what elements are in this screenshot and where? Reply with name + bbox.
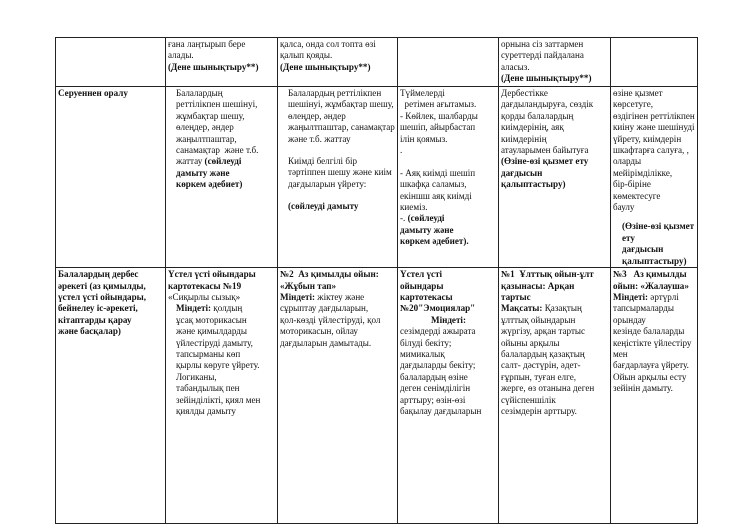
game-name: «Сиқырлы сызық»: [168, 291, 241, 302]
subject-tag: (сөйлеуді дамыту: [288, 201, 359, 212]
table-cell: [398, 87, 499, 268]
subject-tag: (Өзіне-өзі қызмет ету дағдысын қалыптастыру): [501, 156, 589, 190]
goal-text: жіктеу және сұрыптау дағдыларын, қол-көзді үйлестіруді, қол моторикасын, ойлау дағдыларын дамытады.: [280, 291, 381, 348]
subject-tag: (Дене шынықтыру**): [501, 73, 592, 84]
table-row: [56, 87, 698, 268]
goal-label: Мақсаты:: [501, 303, 543, 314]
table-cell: [611, 38, 698, 87]
goal-text: қолдың ұсақ моторикасын және қимылдарды үйлестіруді дамыту, тапсырманы көп қырлы көруге үйрету. Логиканы, табандылық пен зейінділікті, қиял мен қиялды дамыту: [176, 303, 261, 416]
goal-label: Міндеті:: [176, 303, 212, 314]
table-row: [56, 38, 698, 87]
cell-text: қалса, онда сол топта өзі қалып қояды.: [280, 39, 376, 61]
cell-text: орнына сіз заттармен суреттерді пайдалана aласыз.: [501, 39, 584, 72]
cell-text: Балалардың реттілікпен шешінуі, жұмбақтар шешу, өлеңдер, әндер жаңылтпаштар, санамақтар және т.б. жаттау: [176, 88, 259, 167]
cell-text: Балалардың реттілікпен шешінуі, жұмбақтар шешу, өлеңдер, әндер жаңылтпаштар, санамақтар және т.б. жаттау: [288, 88, 395, 144]
table-cell: [499, 268, 611, 524]
row1-label-cell: [56, 38, 166, 87]
row-label: Балалардың дербес әрекеті (аз қимылды, үстел үсті ойындары, бейнелеу іс-әрекеті, кітаптарды қарау және басқалар): [58, 269, 147, 337]
daily-plan-table: [55, 37, 698, 524]
table-cell: [398, 268, 499, 524]
subject-tag: (сөйлеуді дамыту және көркем әдебиет): [176, 156, 243, 190]
table-cell: [166, 38, 278, 87]
goal-label: Міндеті:: [613, 291, 649, 302]
cell-text: Түймелерді ретімен ағытамыз. - Көйлек, шалбарды шешіп, айырбастап ілін қоямыз. . - Аяқ киімді шешіп шкафқа саламыз, екіншш аяқ киімді киеміз. -.: [400, 88, 478, 224]
row-label-independent-activity: [56, 268, 166, 524]
goal-text: Қазақтың ұлттық ойындарын жүргізу, арқан тартыс ойыны арқылы балалардың қазақтың салт- дәстүрін, әдет- ғұрпын, туған елге, жерге, өз отанына деген сүйіспеншілік сезімдерін арттыру.: [501, 303, 595, 416]
subject-tag: (Өзіне-өзі қызмет ету дағдысын қалыптастыру): [622, 221, 695, 266]
subject-tag: (Дене шынықтыру**): [280, 61, 371, 72]
row-label-return-from-walk: [56, 87, 166, 268]
table-cell: [398, 38, 499, 87]
table-cell: [278, 38, 398, 87]
goal-text: сезімдерді ажырата білуді бекіту; мимикалық дағдыларды бекіту; балалардың өзіне деген сенімділігін арттыру; өзін-өзі бақылау дағдыларын: [400, 326, 482, 416]
game-title: №3 Аз қимылды ойын: «Жалауша»: [613, 269, 689, 291]
row-label: Серуеннен оралу: [58, 88, 128, 98]
table-cell: [611, 268, 698, 524]
table-cell: [278, 268, 398, 524]
game-title: Үстел үсті ойындары картотекасы №19: [168, 269, 256, 291]
game-title: Үстел үсті ойындары картотекасы №20"Эмоциялар": [400, 269, 476, 314]
game-title: №2 Аз қимылды ойын: «Жұбын тап»: [280, 269, 379, 291]
goal-label: Міндеті:: [280, 291, 316, 302]
table-cell: [166, 87, 278, 268]
table-cell: [166, 268, 278, 524]
table-cell: [278, 87, 398, 268]
table-cell: [499, 38, 611, 87]
cell-text: ғана лаңтырып бере алады.: [168, 39, 246, 61]
game-title: №1 Ұлттық ойын-ұлт қазынасы: Арқан тартыс: [501, 269, 594, 302]
subject-tag: (сөйлеуді дамыту және көркем әдебиет).: [400, 213, 469, 247]
cell-text: өзіне қызмет көрсетуге, өздігінен реттілікпен киіну және шешінуді үйрету, киімдерін шкафтарға салуға, , оларды мейірімділікке, бір-біріне көмектесуге баулу: [613, 88, 695, 213]
table-cell: [499, 87, 611, 268]
cell-text: Дербестікке дағдыландыруға, сөздік қорды балалардың киімдерінің, аяқ киімдерінің атауларымен байытуға: [501, 88, 594, 156]
subject-tag: (Дене шынықтыру**): [168, 61, 259, 72]
table-row: [56, 268, 698, 524]
cell-text: Киімді белгілі бір тәртіппен шешу және киім дағдыларын үйрету:: [288, 156, 392, 189]
goal-label: Міндеті:: [430, 314, 466, 325]
goal-text: әртүрлі тапсырмаларды орындау кезінде балаларды кеңістікте үйлестіру мен бағдарлауға үйрету. Ойын арқылы есту зейінін дамыту.: [613, 291, 692, 394]
table-cell: [611, 87, 698, 268]
